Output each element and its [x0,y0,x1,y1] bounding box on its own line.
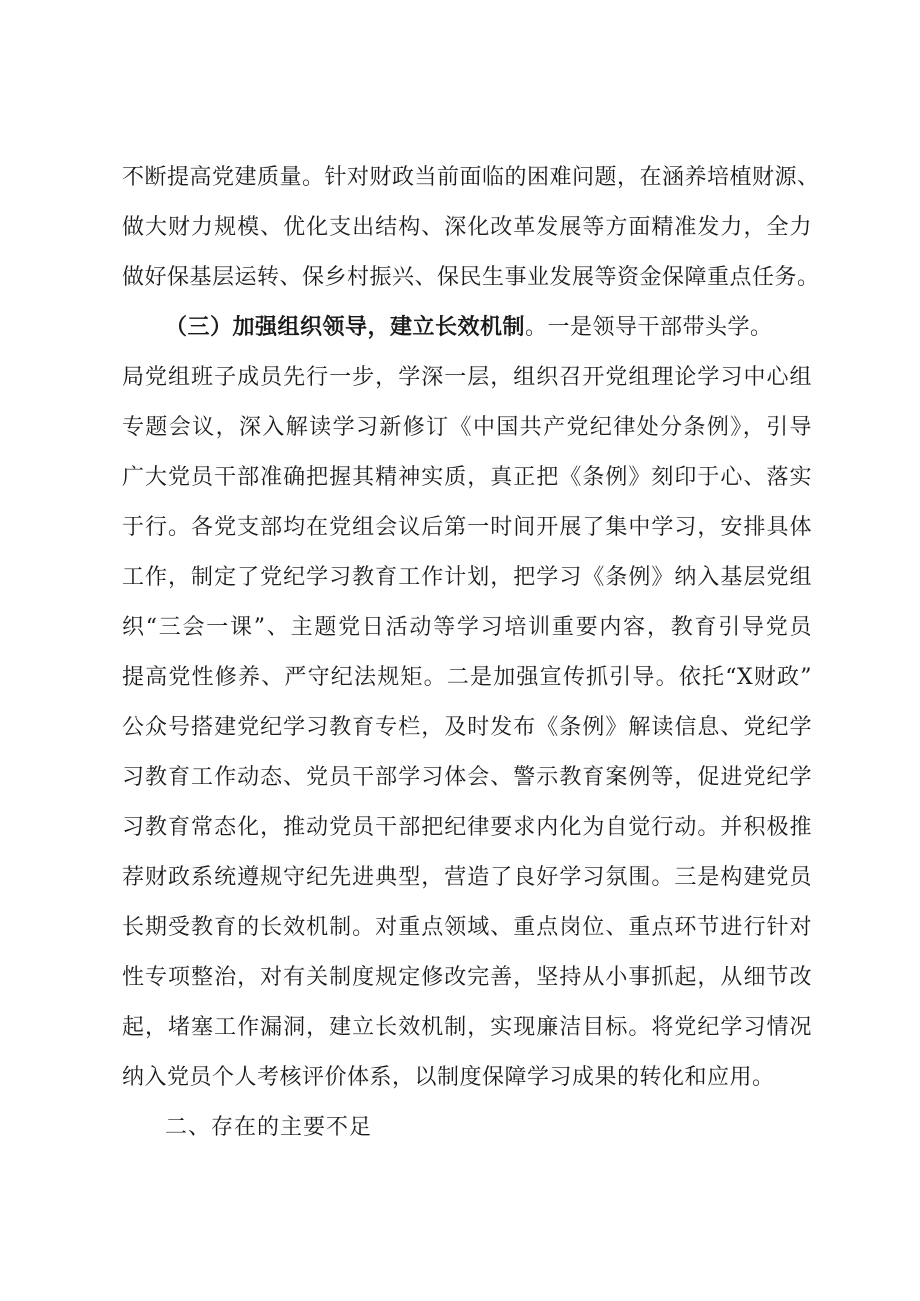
paragraph-line: 性专项整治，对有关制度规定修改完善，坚持从小事抓起，从细节改 [122,965,812,990]
paragraph-line: 局党组班子成员先行一步，学深一层，组织召开党组理论学习中心组 [122,365,812,390]
paragraph-line: 公众号搭建党纪学习教育专栏，及时发布《条例》解读信息、党纪学 [122,715,812,740]
section-heading: 二、存在的主要不足 [165,1115,373,1140]
paragraph-line: 于行。各党支部均在党组会议后第一时间开展了集中学习，安排具体 [122,515,812,540]
paragraph-line: 荐财政系统遵规守纪先进典型，营造了良好学习氛围。三是构建党员 [122,865,812,890]
paragraph-line: 长期受教育的长效机制。对重点领域、重点岗位、重点环节进行针对 [122,915,812,940]
paragraph-line: 起，堵塞工作漏洞，建立长效机制，实现廉洁目标。将党纪学习情况 [122,1015,812,1040]
paragraph-line: 习教育工作动态、党员干部学习体会、警示教育案例等，促进党纪学 [122,765,812,790]
paragraph-line: 工作，制定了党纪学习教育工作计划，把学习《条例》纳入基层党组 [122,565,812,590]
paragraph-line: 做好保基层运转、保乡村振兴、保民生事业发展等资金保障重点任务。 [122,265,820,290]
section-3-first-line-rest: 。一是领导干部带头学。 [525,315,773,340]
paragraph-line: 广大党员干部准确把握其精神实质，真正把《条例》刻印于心、落实 [122,465,812,490]
paragraph-line: 专题会议，深入解读学习新修订《中国共产党纪律处分条例》，引导 [122,415,812,440]
paragraph-line: 织“三会一课”、主题党日活动等学习培训重要内容，教育引导党员 [122,615,812,640]
paragraph-line: 不断提高党建质量。针对财政当前面临的困难问题，在涵养培植财源、 [122,165,820,190]
section-3-first-line [165,313,773,343]
paragraph-line: 纳入党员个人考核评价体系，以制度保障学习成果的转化和应用。 [122,1065,775,1090]
paragraph-line: 习教育常态化，推动党员干部把纪律要求内化为自觉行动。并积极推 [122,815,812,840]
paragraph-line: 做大财力规模、优化支出结构、深化改革发展等方面精准发力，全力 [122,215,812,240]
paragraph-line: 提高党性修养、严守纪法规矩。二是加强宣传抓引导。依托“X财政” [122,665,812,690]
section-3-title: （三）加强组织领导，建立长效机制 [165,315,526,340]
